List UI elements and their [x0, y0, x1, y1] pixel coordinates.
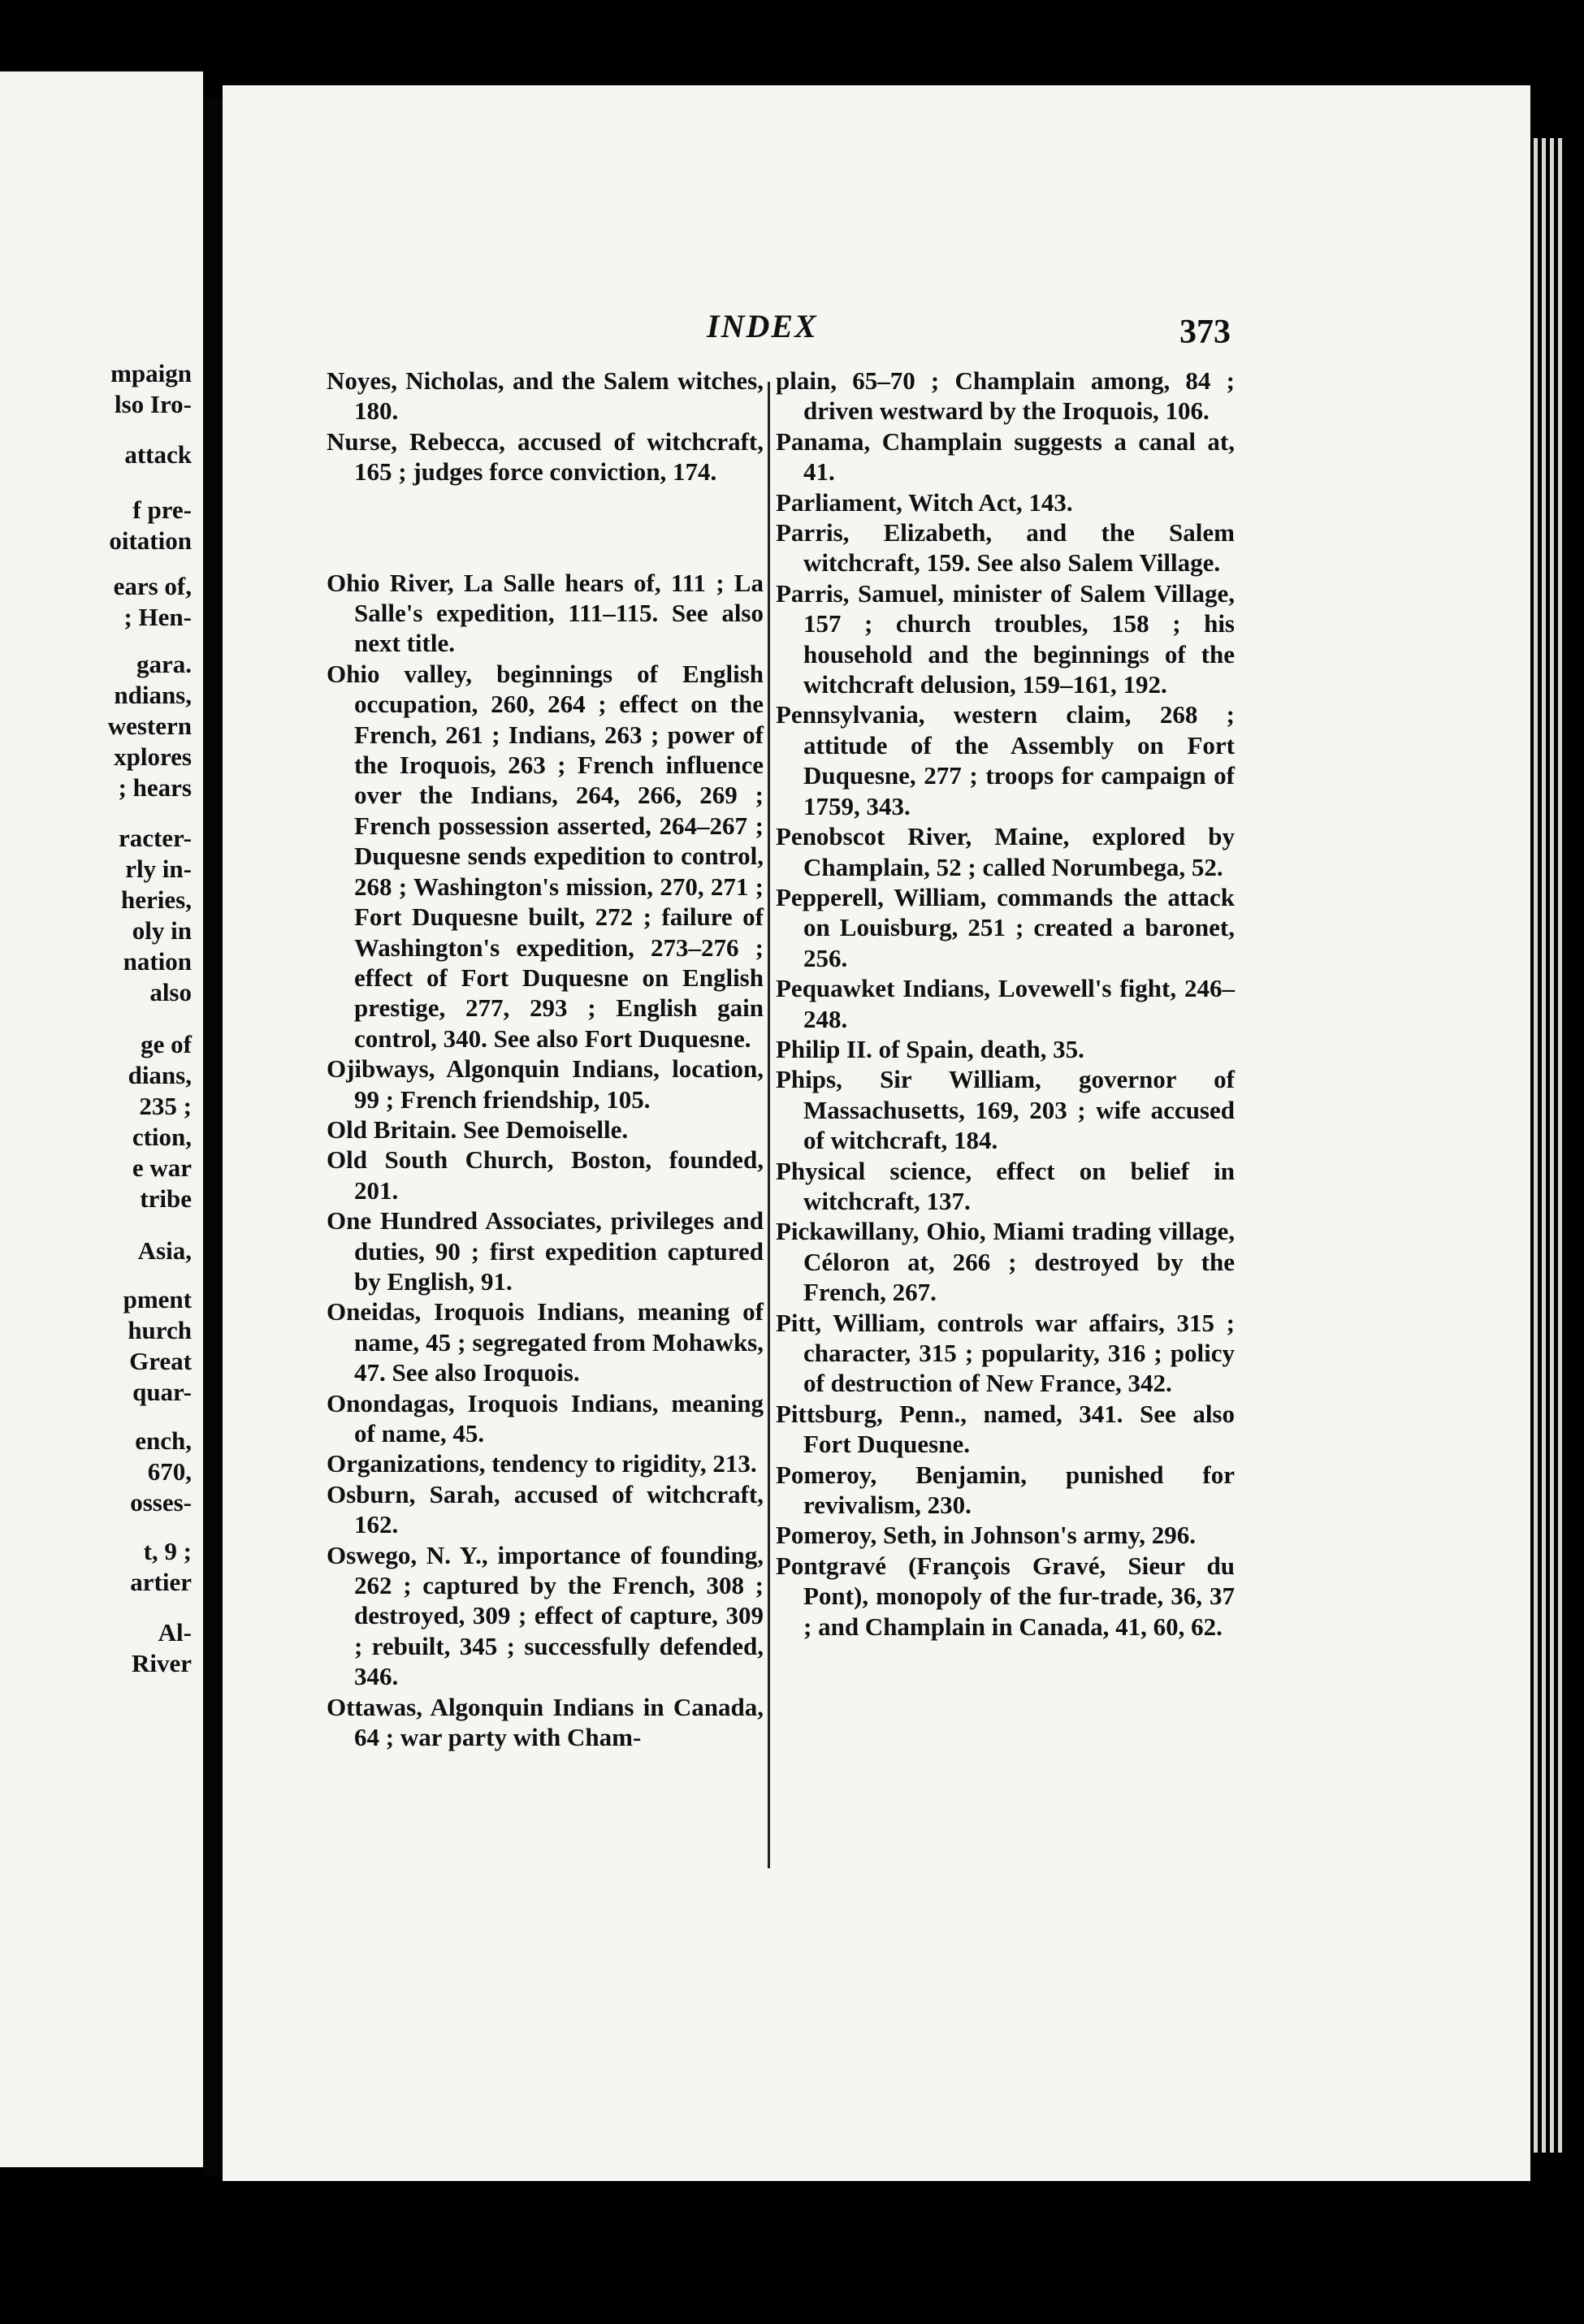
facing-page-fragment: Great	[129, 1347, 192, 1375]
facing-page-fragment: heries,	[121, 885, 192, 914]
index-entry: Oneidas, Iroquois Indians, meaning of name, 45 ; segregated from Mohawks, 47. See also Iroquois.	[327, 1297, 764, 1387]
index-column-right	[776, 366, 1235, 1642]
page-edge-strip	[1534, 138, 1538, 2153]
facing-page-fragment: hurch	[128, 1316, 192, 1344]
facing-page-fragment: oly in	[132, 916, 192, 945]
facing-page-fragment: ge of	[141, 1030, 192, 1058]
index-entry: Pitt, William, controls war affairs, 315 ; character, 315 ; popularity, 316 ; policy of destruction of New France, 342.	[776, 1308, 1235, 1398]
facing-page-fragment: 670,	[147, 1457, 192, 1486]
facing-page-fragment: ench,	[135, 1426, 192, 1455]
facing-page-edge	[0, 71, 203, 2167]
facing-page-fragment: oitation	[109, 526, 192, 555]
index-entry: Osburn, Sarah, accused of witchcraft, 162.	[327, 1479, 764, 1539]
running-head: INDEX	[707, 308, 818, 344]
index-entry: Noyes, Nicholas, and the Salem witches, 180.	[327, 366, 764, 426]
index-entry: Pittsburg, Penn., named, 341. See also Fort Duquesne.	[776, 1399, 1235, 1459]
index-entry: Ohio valley, beginnings of English occupation, 260, 264 ; effect on the French, 261 ; Indians, 263 ; power of the Iroquois, 263 ; French influence over the Indians, 264, 266, 269 ; French possession asserted, 264–267 ; Duquesne sends expedition to control, 268 ; Washington's mission, 270, 271 ; Fort Duquesne built, 272 ; failure of Washington's expedition, 273–276 ; effect of Fort Duquesne on English prestige, 277, 293 ; English gain control, 340. See also Fort Duquesne.	[327, 659, 764, 1053]
index-entry: plain, 65–70 ; Champlain among, 84 ; driven westward by the Iroquois, 106.	[776, 366, 1235, 426]
facing-page-fragment: rly in-	[125, 855, 192, 883]
book-gutter	[203, 97, 223, 2177]
facing-page-fragment: mpaign	[110, 359, 192, 387]
facing-page-fragment: lso Iro-	[114, 390, 192, 418]
index-entry: Organizations, tendency to rigidity, 213.	[327, 1449, 757, 1478]
index-entry: Physical science, effect on belief in witchcraft, 137.	[776, 1156, 1235, 1215]
page-edge-strip	[1558, 138, 1562, 2153]
facing-page-fragment: dians,	[128, 1061, 192, 1089]
index-entry: Parris, Samuel, minister of Salem Village, 157 ; church troubles, 158 ; his household and the beginnings of the witchcraft delusion, 159–161, 192.	[776, 578, 1235, 699]
page-edge-strip	[1550, 138, 1554, 2153]
index-entry: Nurse, Rebecca, accused of witchcraft, 165 ; judges force conviction, 174.	[327, 426, 764, 487]
index-column-left	[327, 366, 764, 1752]
page-edge-strip	[1542, 138, 1546, 2153]
entry-gap	[327, 513, 764, 543]
index-entry: Pepperell, William, commands the attack on Louisburg, 251 ; created a baronet, 256.	[776, 882, 1235, 972]
facing-page-fragment: ction,	[132, 1123, 192, 1151]
index-entry: Penobscot River, Maine, explored by Champlain, 52 ; called Norumbega, 52.	[776, 822, 1235, 881]
page-edges	[1530, 138, 1584, 2153]
index-entry: Ohio River, La Salle hears of, 111 ; La Salle's expedition, 111–115. See also next title.	[327, 568, 764, 658]
index-entry: Ojibways, Algonquin Indians, location, 99 ; French friendship, 105.	[327, 1054, 764, 1114]
facing-page-fragment: gara.	[136, 650, 192, 678]
facing-page-fragment: e war	[132, 1153, 192, 1182]
index-entry: Oswego, N. Y., importance of founding, 262 ; captured by the French, 308 ; destroyed, 309 ; effect of capture, 309 ; rebuilt, 345 ; successfully defended, 346.	[327, 1540, 764, 1691]
index-entry: Philip II. of Spain, death, 35.	[776, 1034, 1084, 1063]
index-entry: Panama, Champlain suggests a canal at, 41.	[776, 426, 1235, 487]
facing-page-fragment: ; Hen-	[123, 603, 192, 631]
facing-page-fragment: Al-	[158, 1618, 192, 1647]
facing-page-fragment: pment	[123, 1285, 192, 1313]
page-number: 373	[1179, 314, 1231, 351]
index-entry: Phips, Sir William, governor of Massachusetts, 169, 203 ; wife accused of witchcraft, 184.	[776, 1065, 1235, 1155]
facing-page-fragment: quar-	[132, 1378, 192, 1406]
facing-page-fragment: racter-	[118, 824, 192, 852]
facing-page-fragment: 235 ;	[139, 1092, 192, 1120]
facing-page-fragment: Asia,	[137, 1236, 192, 1265]
facing-page-fragment: osses-	[130, 1488, 192, 1517]
index-entry: Pennsylvania, western claim, 268 ; attitude of the Assembly on Fort Duquesne, 277 ; troops for campaign of 1759, 343.	[776, 700, 1235, 820]
column-rule	[768, 382, 770, 1868]
facing-page-fragment: artier	[130, 1568, 192, 1596]
facing-page-fragment: nation	[123, 947, 192, 976]
index-entry: Onondagas, Iroquois Indians, meaning of name, 45.	[327, 1388, 764, 1448]
facing-page-fragment: River	[131, 1649, 192, 1677]
facing-page-fragment: ; hears	[118, 773, 192, 802]
index-entry: Pontgravé (François Gravé, Sieur du Pont), monopoly of the fur-trade, 36, 37 ; and Champlain in Canada, 41, 60, 62.	[776, 1551, 1235, 1641]
facing-page-fragment: f pre-	[132, 496, 192, 524]
facing-page-fragment: western	[107, 712, 192, 740]
facing-page-fragment: attack	[124, 440, 192, 469]
facing-page-fragment: tribe	[140, 1184, 192, 1213]
facing-page-fragment: xplores	[114, 742, 192, 771]
index-entry: Pomeroy, Seth, in Johnson's army, 296.	[776, 1521, 1197, 1550]
index-entry: Pequawket Indians, Lovewell's fight, 246–248.	[776, 974, 1235, 1033]
facing-page-fragment: ndians,	[114, 681, 192, 709]
facing-page-fragment: ears of,	[113, 572, 192, 600]
index-entry: Parliament, Witch Act, 143.	[776, 487, 1073, 517]
facing-page-fragment: t, 9 ;	[143, 1537, 192, 1565]
index-entry: Ottawas, Algonquin Indians in Canada, 64 ; war party with Cham-	[327, 1692, 764, 1752]
index-entry: Pickawillany, Ohio, Miami trading village, Céloron at, 266 ; destroyed by the French, 267.	[776, 1217, 1235, 1307]
index-entry: Parris, Elizabeth, and the Salem witchcraft, 159. See also Salem Village.	[776, 518, 1235, 578]
facing-page-fragment: also	[149, 978, 192, 1006]
index-entry: Old South Church, Boston, founded, 201.	[327, 1145, 764, 1205]
index-entry: Pomeroy, Benjamin, punished for revivalism, 230.	[776, 1460, 1235, 1520]
index-entry: One Hundred Associates, privileges and duties, 90 ; first expedition captured by English, 91.	[327, 1206, 764, 1296]
index-entry: Old Britain. See Demoiselle.	[327, 1114, 629, 1144]
